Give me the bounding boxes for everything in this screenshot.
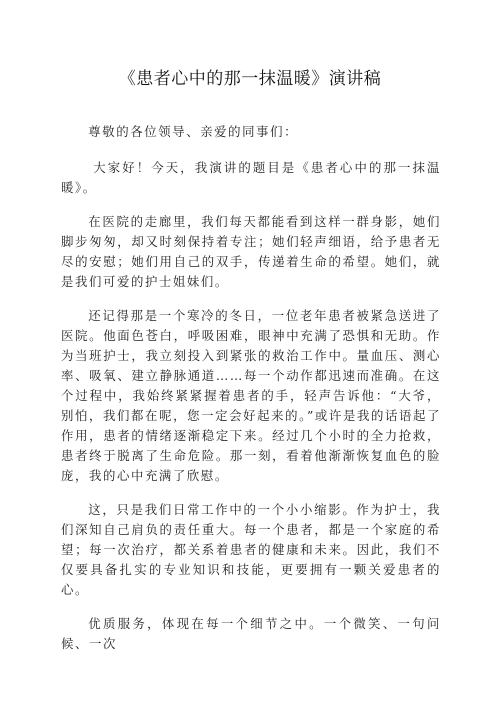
paragraph-quality-service: 优质服务，体现在每一个细节之中。一个微笑、一句问候、一次 — [61, 616, 441, 651]
greeting-line: 尊敬的各位领导、亲爱的同事们： — [88, 124, 299, 139]
paragraph-nurses: 在医院的走廊里，我们每天都能看到这样一群身影，她们脚步匆匆，却又时刻保持着专注；她们轻声细语，给予患者无尽的安慰；她们用自己的双手，传递着生命的希望。她们，就是我们可爱的护士姐妹们。 — [61, 214, 441, 289]
document-title: 《患者心中的那一抹温暖》演讲稿 — [118, 69, 382, 89]
speech-body — [61, 122, 441, 668]
paragraph-intro: 大家好！今天，我演讲的题目是《患者心中的那一抹温暖》。 — [61, 160, 441, 195]
paragraph-winter-story: 还记得那是一个寒冷的冬日，一位老年患者被紧急送进了医院。他面色苍白，呼吸困难，眼神中充满了恐惧和无助。作为当班护士，我立刻投入到紧张的救治工作中。量血压、测心率、吸氧、建立静脉通道……每一个动作都迅速而准确。在这个过程中，我始终紧紧握着患者的手，轻声告诉他：“大爷，别怕，我们都在呢，您一定会好起来的。”或许是我的话语起了作用，患者的情绪逐渐稳定下来。经过几个小时的全力抢救，患者终于脱离了生命危险。那一刻，看着他渐渐恢复血色的脸庞，我的心中充满了欣慰。 — [61, 308, 441, 483]
paragraph-responsibility: 这，只是我们日常工作中的一个小小缩影。作为护士，我们深知自己肩负的责任重大。每一个患者，都是一个家庭的希望；每一次治疗，都关系着患者的健康和未来。因此，我们不仅要具备扎实的专业知识和技能，更要拥有一颗关爱患者的心。 — [61, 502, 441, 597]
